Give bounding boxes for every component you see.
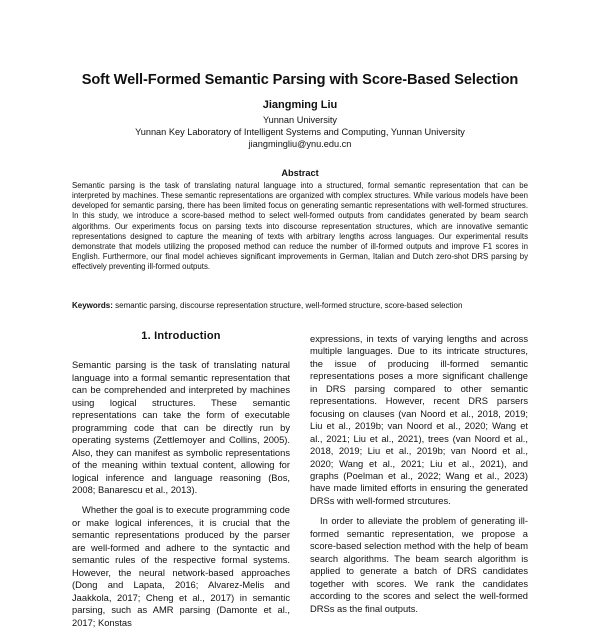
intro-paragraph-1: Semantic parsing is the task of translating natural language into a formal semantic representation that can be comprehended and interpreted by machines using logical structures. These semantic representations can take the form of executable programming code that can be directly run by operating systems (Zettlemoyer and Collins, 2005). Also, they can manifest as symbolic representations of the meaning within textual content, allowing for logical inference and language reasoning (Bos, 2008; Banarescu et al., 2013). (72, 360, 290, 495)
abstract-heading: Abstract (281, 168, 319, 178)
affiliation-lab: Yunnan Key Laboratory of Intelligent Systems and Computing, Yunnan University (135, 127, 465, 137)
left-column (72, 330, 290, 629)
keywords (72, 300, 528, 311)
paper-title: Soft Well-Formed Semantic Parsing with Score-Based Selection (81, 72, 519, 88)
section-heading-introduction: 1. Introduction (141, 330, 221, 342)
intro-paragraph-2: Whether the goal is to execute programming code or make logical inferences, it is crucial that the semantic representations produced by the parser are well-formed and adhere to the syntactic and semantic rules of the respective formal systems. However, the neural network-based approaches (Dong and Lapata, 2016; Alvarez-Melis and Jaakkola, 2017; Cheng et al., 2017) in semantic parsing, such as AMR parsing (Damonte et al., 2017; Konstas (72, 505, 290, 628)
keywords-label: Keywords: (72, 301, 113, 310)
right-column (310, 333, 528, 615)
author-name: Jiangming Liu (262, 99, 338, 111)
keywords-text: semantic parsing, discourse representation structure, well-formed structure, score-based selection (115, 301, 463, 310)
abstract-text: Semantic parsing is the task of translating natural language into a structured, formal semantic representation that can be interpreted by machines. These semantic representations are organized with complex structures. While various models have been developed for semantic parsing, there has been limited focus on generating semantic representations with well-formed structures. In this study, we introduce a score-based method to select well-formed outputs from candidates generated by beam search algorithms. Our experiments focus on parsing texts into discourse representation structures, which are innovative semantic representations designed to capture the meaning of texts with arbitrary lengths across languages. Our experimental results demonstrate that models utilizing the proposed method can reduce the number of ill-formed outputs and improve F1 scores in English. Furthermore, our final model achieves significant improvements in German, Italian and Dutch zero-shot DRS parsing by effectively preventing ill-formed outputs. (72, 181, 528, 272)
intro-paragraph-3: expressions, in texts of varying lengths and across multiple languages. Due to its intricate structures, the issue of producing ill-formed semantic representations poses a more significant challenge in DRS parsing compared to other semantic representations. However, recent DRS parsers focusing on clauses (van Noord et al., 2018, 2019; Liu et al., 2019b; van Noord et al., 2020; Wang et al., 2021; Liu et al., 2021), trees (van Noord et al., 2018, 2019; Liu et al., 2019b; van Noord et al., 2020; Wang et al., 2021; Liu et al., 2021), and graphs (Poelman et al., 2022; Wang et al., 2023) have made limited efforts in ensuring the generated DRSs with well-formed strcutures. (310, 334, 528, 506)
author-email: jiangmingliu@ynu.edu.cn (248, 139, 352, 149)
intro-paragraph-4: In order to alleviate the problem of generating ill-formed semantic representation, we propose a score-based selection method with the help of beam search algorithms. The beam search algorithm is applied to generate a batch of DRS candidates together with scores. We rank the candidates according to the scores and select the well-formed DRSs as the final outputs. (310, 516, 528, 614)
affiliation-university: Yunnan University (262, 115, 338, 125)
